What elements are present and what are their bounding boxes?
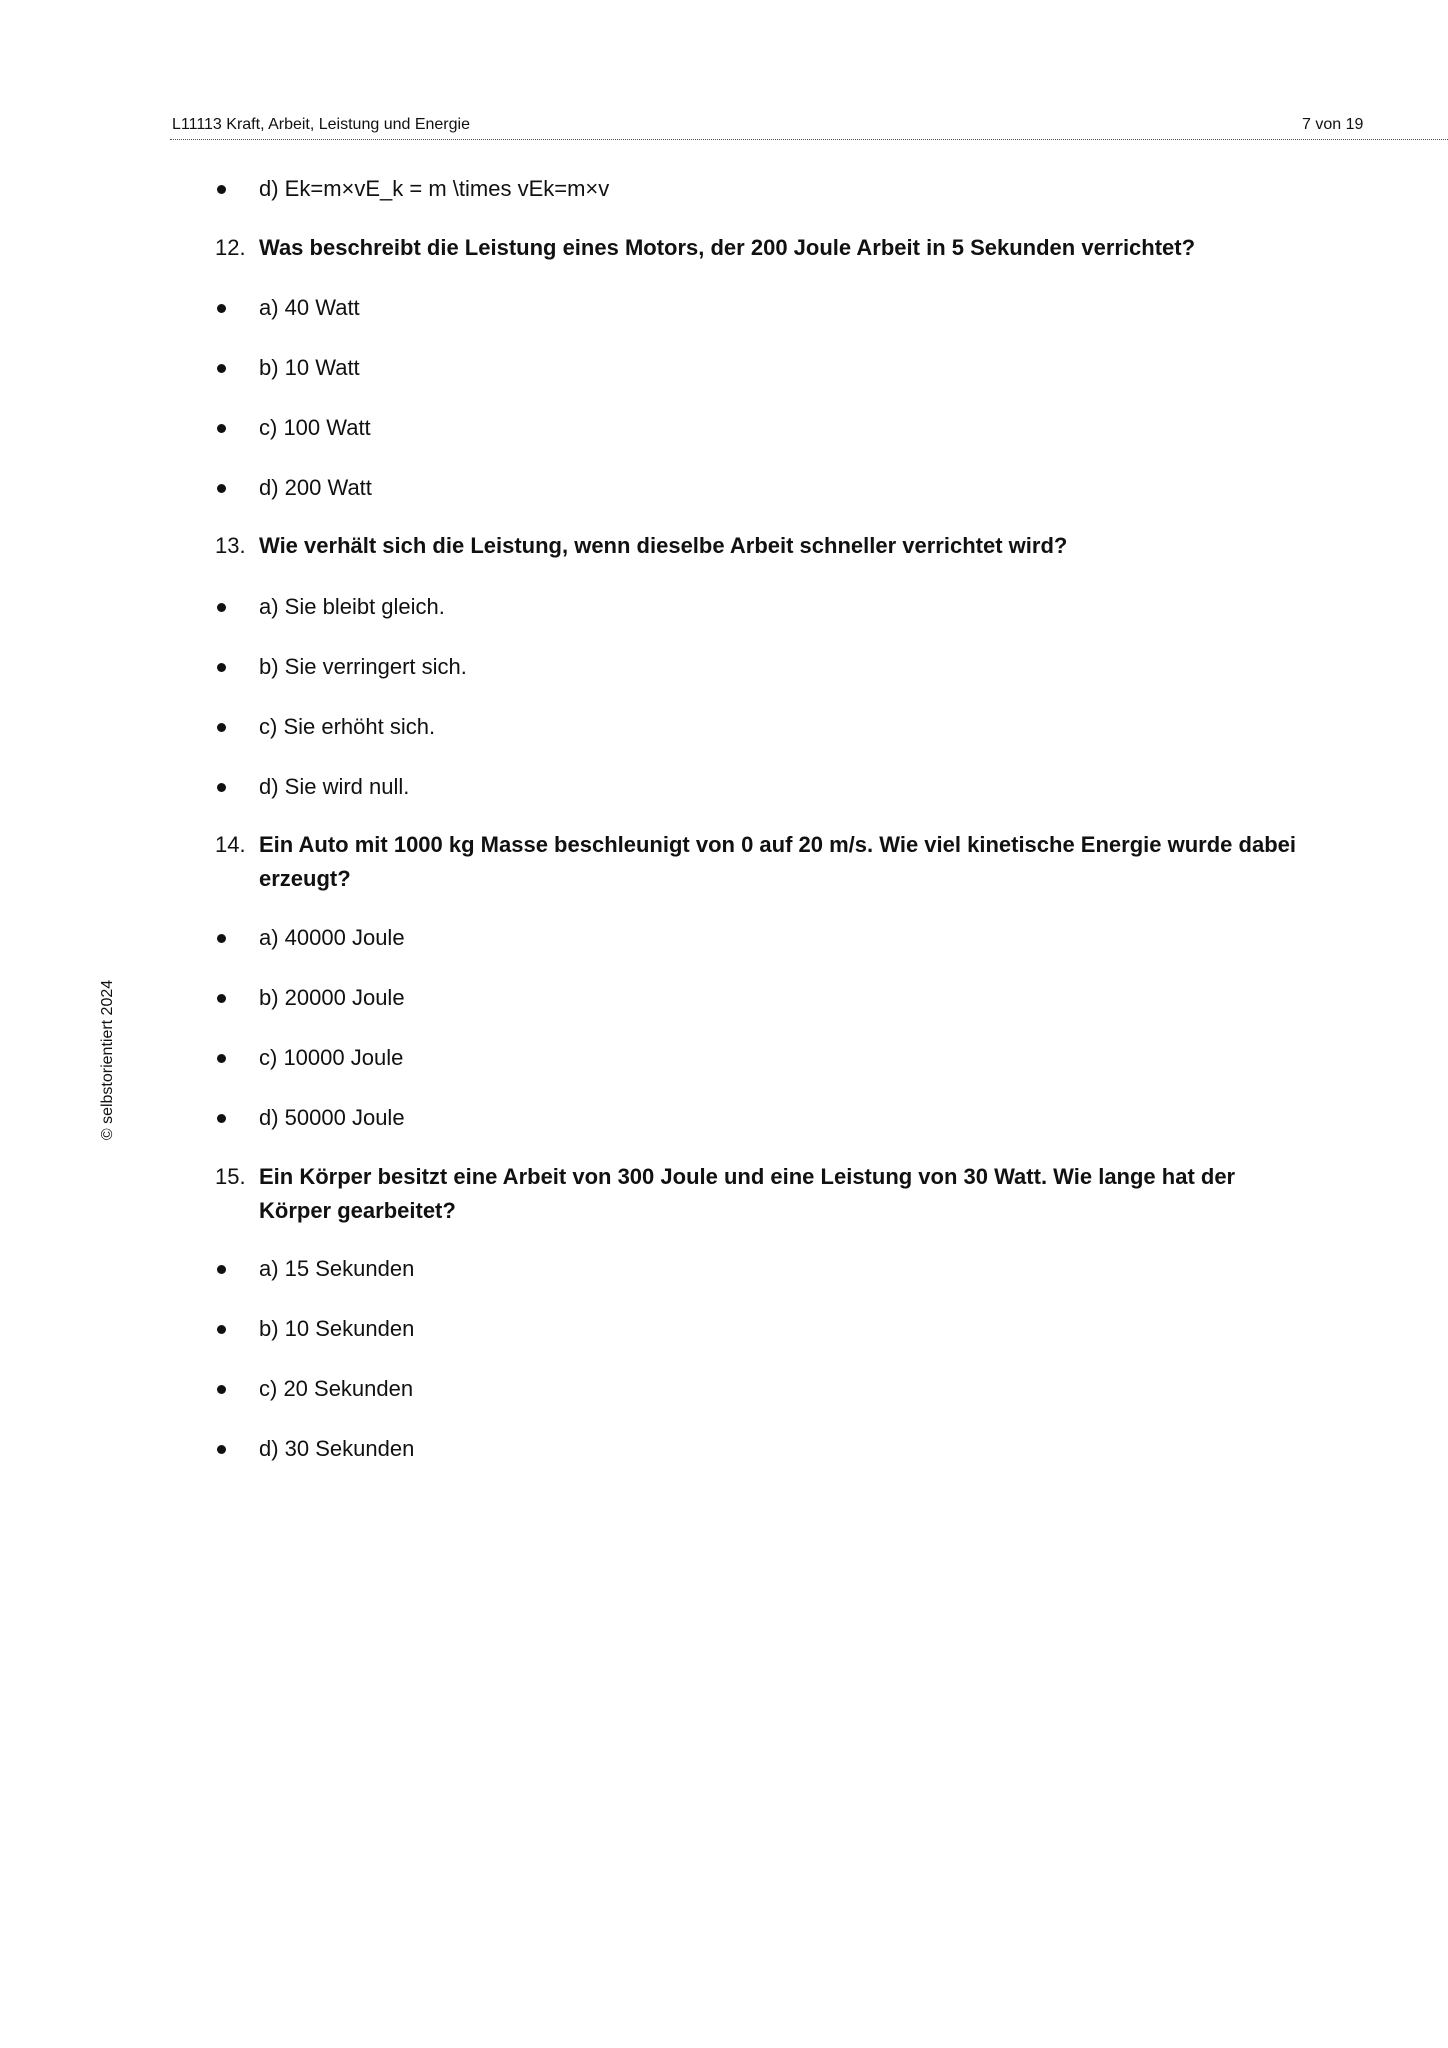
question-text: Was beschreibt die Leistung eines Motors, der 200 Joule Arbeit in 5 Sekunden verrichtet? bbox=[259, 235, 1196, 260]
bullet-icon bbox=[217, 783, 226, 792]
option-text: c) 20 Sekunden bbox=[259, 1376, 414, 1401]
option-text: d) Ek=m×vE_k = m \times vEk=m×v bbox=[259, 176, 610, 201]
bullet-icon bbox=[217, 663, 226, 672]
option-text: b) 20000 Joule bbox=[259, 985, 405, 1010]
option-text: a) Sie bleibt gleich. bbox=[259, 594, 445, 619]
bullet-icon bbox=[217, 185, 226, 194]
option-text: b) Sie verringert sich. bbox=[259, 654, 467, 679]
option-text: d) 30 Sekunden bbox=[259, 1436, 415, 1461]
question-number: 13. bbox=[215, 533, 246, 558]
bullet-icon bbox=[217, 1445, 226, 1454]
question-text: Ein Körper besitzt eine Arbeit von 300 Joule und eine Leistung von 30 Watt. Wie lange hat der Körper gearbeitet? bbox=[259, 1164, 1236, 1223]
page-header bbox=[170, 114, 1448, 140]
bullet-icon bbox=[217, 1265, 226, 1274]
bullet-icon bbox=[217, 1054, 226, 1063]
option-text: a) 15 Sekunden bbox=[259, 1256, 415, 1281]
bullet-icon bbox=[217, 1385, 226, 1394]
option-text: d) 50000 Joule bbox=[259, 1105, 405, 1130]
option-text: a) 40000 Joule bbox=[259, 925, 405, 950]
question-number: 12. bbox=[215, 235, 246, 260]
bullet-icon bbox=[217, 484, 226, 493]
bullet-icon bbox=[217, 364, 226, 373]
question-number: 15. bbox=[215, 1164, 246, 1189]
bullet-icon bbox=[217, 1325, 226, 1334]
option-text: c) Sie erhöht sich. bbox=[259, 714, 436, 739]
document-title: L11113 Kraft, Arbeit, Leistung und Energie bbox=[172, 116, 470, 133]
bullet-icon bbox=[217, 1114, 226, 1123]
option-text: b) 10 Sekunden bbox=[259, 1316, 415, 1341]
option-text: d) Sie wird null. bbox=[259, 774, 410, 799]
option-text: b) 10 Watt bbox=[259, 355, 360, 380]
bullet-icon bbox=[217, 934, 226, 943]
page-number: 7 von 19 bbox=[1302, 116, 1364, 133]
question-number: 14. bbox=[215, 832, 246, 857]
copyright-note: © selbstorientiert 2024 bbox=[99, 979, 116, 1141]
question-text: Wie verhält sich die Leistung, wenn dieselbe Arbeit schneller verrichtet wird? bbox=[259, 533, 1068, 558]
option-text: a) 40 Watt bbox=[259, 295, 360, 320]
bullet-icon bbox=[217, 424, 226, 433]
option-text: c) 10000 Joule bbox=[259, 1045, 404, 1070]
bullet-icon bbox=[217, 723, 226, 732]
option-text: d) 200 Watt bbox=[259, 475, 372, 500]
option-text: c) 100 Watt bbox=[259, 415, 371, 440]
question-text: Ein Auto mit 1000 kg Masse beschleunigt von 0 auf 20 m/s. Wie viel kinetische Energie wurde dabei erzeugt? bbox=[259, 832, 1296, 891]
bullet-icon bbox=[217, 603, 226, 612]
bullet-icon bbox=[217, 994, 226, 1003]
bullet-icon bbox=[217, 304, 226, 313]
